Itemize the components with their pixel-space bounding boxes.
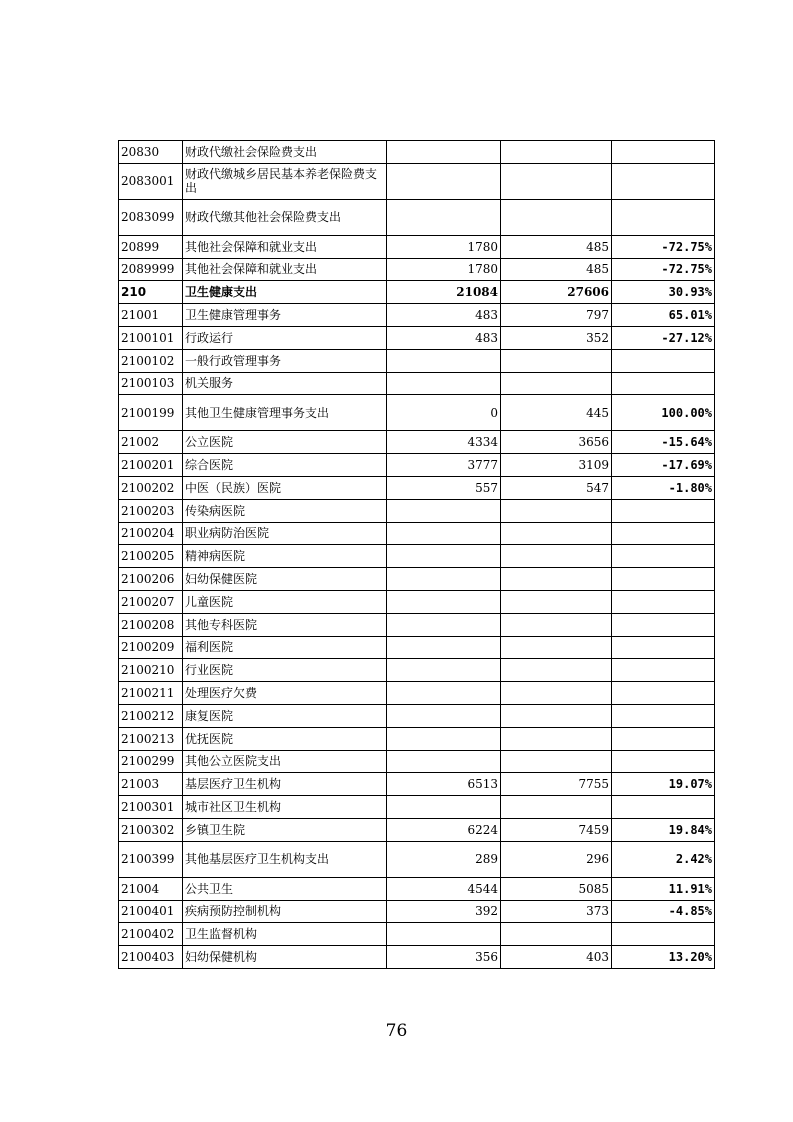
row-curr-value: 352 xyxy=(501,326,612,349)
row-code: 2100101 xyxy=(119,326,183,349)
row-name: 传染病医院 xyxy=(183,499,387,522)
table-row xyxy=(119,636,715,659)
table-row xyxy=(119,476,715,499)
row-prev-value: 289 xyxy=(387,841,501,877)
row-prev-value: 356 xyxy=(387,946,501,969)
row-code: 2100205 xyxy=(119,545,183,568)
budget-table-body xyxy=(119,141,715,969)
table-row xyxy=(119,258,715,281)
row-curr-value xyxy=(501,923,612,946)
table-row xyxy=(119,499,715,522)
row-code: 2100202 xyxy=(119,476,183,499)
row-curr-value xyxy=(501,349,612,372)
row-curr-value xyxy=(501,636,612,659)
row-name: 中医（民族）医院 xyxy=(183,476,387,499)
row-curr-value xyxy=(501,796,612,819)
table-row xyxy=(119,773,715,796)
table-row xyxy=(119,659,715,682)
row-prev-value xyxy=(387,349,501,372)
row-change-pct: -27.12% xyxy=(612,326,715,349)
row-curr-value xyxy=(501,613,612,636)
table-row xyxy=(119,727,715,750)
row-prev-value: 483 xyxy=(387,326,501,349)
row-name: 卫生健康支出 xyxy=(183,281,387,304)
row-change-pct: 2.42% xyxy=(612,841,715,877)
table-row xyxy=(119,590,715,613)
row-name: 其他专科医院 xyxy=(183,613,387,636)
row-prev-value xyxy=(387,613,501,636)
row-change-pct xyxy=(612,568,715,591)
row-change-pct: 19.84% xyxy=(612,818,715,841)
table-row xyxy=(119,431,715,454)
table-row xyxy=(119,163,715,199)
table-row xyxy=(119,946,715,969)
row-code: 2100211 xyxy=(119,682,183,705)
row-curr-value: 445 xyxy=(501,395,612,431)
row-prev-value: 557 xyxy=(387,476,501,499)
row-code: 2100203 xyxy=(119,499,183,522)
table-row xyxy=(119,349,715,372)
row-curr-value: 403 xyxy=(501,946,612,969)
row-change-pct xyxy=(612,522,715,545)
budget-table xyxy=(118,140,715,969)
row-code: 2100403 xyxy=(119,946,183,969)
row-name: 公立医院 xyxy=(183,431,387,454)
row-code: 2100212 xyxy=(119,704,183,727)
row-change-pct xyxy=(612,727,715,750)
row-code: 2100209 xyxy=(119,636,183,659)
row-name: 精神病医院 xyxy=(183,545,387,568)
row-curr-value xyxy=(501,372,612,395)
row-name: 其他公立医院支出 xyxy=(183,750,387,773)
row-code: 2100204 xyxy=(119,522,183,545)
row-change-pct xyxy=(612,659,715,682)
row-code: 2100399 xyxy=(119,841,183,877)
row-curr-value xyxy=(501,727,612,750)
row-curr-value: 373 xyxy=(501,900,612,923)
table-row xyxy=(119,235,715,258)
table-row xyxy=(119,545,715,568)
row-prev-value xyxy=(387,141,501,164)
table-row xyxy=(119,281,715,304)
row-name: 基层医疗卫生机构 xyxy=(183,773,387,796)
row-code: 2083001 xyxy=(119,163,183,199)
row-change-pct xyxy=(612,704,715,727)
row-code: 2100302 xyxy=(119,818,183,841)
row-change-pct: 13.20% xyxy=(612,946,715,969)
row-change-pct: 30.93% xyxy=(612,281,715,304)
table-row xyxy=(119,900,715,923)
row-curr-value xyxy=(501,545,612,568)
row-change-pct xyxy=(612,613,715,636)
row-curr-value: 7459 xyxy=(501,818,612,841)
table-row xyxy=(119,199,715,235)
row-name: 其他卫生健康管理事务支出 xyxy=(183,395,387,431)
row-code: 2083099 xyxy=(119,199,183,235)
row-code: 2100401 xyxy=(119,900,183,923)
row-prev-value xyxy=(387,750,501,773)
row-curr-value xyxy=(501,750,612,773)
row-curr-value xyxy=(501,141,612,164)
row-change-pct xyxy=(612,750,715,773)
row-name: 财政代缴城乡居民基本养老保险费支出 xyxy=(183,163,387,199)
row-change-pct: -15.64% xyxy=(612,431,715,454)
row-prev-value xyxy=(387,682,501,705)
row-curr-value xyxy=(501,522,612,545)
row-code: 2100201 xyxy=(119,454,183,477)
table-row xyxy=(119,796,715,819)
row-prev-value xyxy=(387,923,501,946)
row-curr-value: 3109 xyxy=(501,454,612,477)
row-name: 处理医疗欠费 xyxy=(183,682,387,705)
row-code: 2100102 xyxy=(119,349,183,372)
row-code: 2100213 xyxy=(119,727,183,750)
row-curr-value: 296 xyxy=(501,841,612,877)
row-code: 2100199 xyxy=(119,395,183,431)
row-prev-value: 1780 xyxy=(387,258,501,281)
row-change-pct xyxy=(612,199,715,235)
row-name: 妇幼保健医院 xyxy=(183,568,387,591)
row-curr-value: 547 xyxy=(501,476,612,499)
row-code: 21002 xyxy=(119,431,183,454)
row-prev-value xyxy=(387,499,501,522)
table-row xyxy=(119,304,715,327)
row-curr-value: 7755 xyxy=(501,773,612,796)
table-row xyxy=(119,326,715,349)
row-change-pct xyxy=(612,636,715,659)
row-code: 21003 xyxy=(119,773,183,796)
row-name: 城市社区卫生机构 xyxy=(183,796,387,819)
row-curr-value xyxy=(501,659,612,682)
row-name: 财政代缴社会保险费支出 xyxy=(183,141,387,164)
table-row xyxy=(119,395,715,431)
row-prev-value: 4544 xyxy=(387,877,501,900)
row-change-pct: 65.01% xyxy=(612,304,715,327)
row-prev-value xyxy=(387,568,501,591)
row-curr-value xyxy=(501,199,612,235)
row-name: 行政运行 xyxy=(183,326,387,349)
row-name: 其他社会保障和就业支出 xyxy=(183,235,387,258)
row-name: 福利医院 xyxy=(183,636,387,659)
row-name: 职业病防治医院 xyxy=(183,522,387,545)
row-change-pct xyxy=(612,372,715,395)
row-name: 公共卫生 xyxy=(183,877,387,900)
row-name: 卫生健康管理事务 xyxy=(183,304,387,327)
row-change-pct xyxy=(612,796,715,819)
row-prev-value: 483 xyxy=(387,304,501,327)
table-row xyxy=(119,704,715,727)
row-code: 2100207 xyxy=(119,590,183,613)
row-prev-value: 21084 xyxy=(387,281,501,304)
row-change-pct xyxy=(612,923,715,946)
row-name: 其他社会保障和就业支出 xyxy=(183,258,387,281)
table-row xyxy=(119,568,715,591)
row-name: 行业医院 xyxy=(183,659,387,682)
row-name: 疾病预防控制机构 xyxy=(183,900,387,923)
table-row xyxy=(119,923,715,946)
row-curr-value: 3656 xyxy=(501,431,612,454)
row-code: 2100301 xyxy=(119,796,183,819)
row-curr-value: 797 xyxy=(501,304,612,327)
table-row xyxy=(119,454,715,477)
row-prev-value: 6224 xyxy=(387,818,501,841)
row-code: 2100299 xyxy=(119,750,183,773)
row-code: 2100208 xyxy=(119,613,183,636)
table-row xyxy=(119,750,715,773)
table-row xyxy=(119,522,715,545)
row-name: 财政代缴其他社会保险费支出 xyxy=(183,199,387,235)
row-prev-value xyxy=(387,796,501,819)
row-curr-value: 485 xyxy=(501,235,612,258)
row-curr-value: 485 xyxy=(501,258,612,281)
row-name: 综合医院 xyxy=(183,454,387,477)
row-name: 其他基层医疗卫生机构支出 xyxy=(183,841,387,877)
row-prev-value xyxy=(387,636,501,659)
row-prev-value xyxy=(387,163,501,199)
row-change-pct xyxy=(612,545,715,568)
row-prev-value: 4334 xyxy=(387,431,501,454)
row-curr-value xyxy=(501,499,612,522)
row-curr-value xyxy=(501,682,612,705)
page-number: 76 xyxy=(385,1021,408,1041)
row-prev-value xyxy=(387,704,501,727)
row-prev-value: 0 xyxy=(387,395,501,431)
row-code: 20899 xyxy=(119,235,183,258)
row-code: 21004 xyxy=(119,877,183,900)
table-row xyxy=(119,877,715,900)
row-name: 康复医院 xyxy=(183,704,387,727)
row-change-pct: -72.75% xyxy=(612,258,715,281)
row-prev-value xyxy=(387,545,501,568)
table-row xyxy=(119,372,715,395)
row-code: 21001 xyxy=(119,304,183,327)
row-change-pct: -4.85% xyxy=(612,900,715,923)
row-code: 2100210 xyxy=(119,659,183,682)
row-change-pct: -72.75% xyxy=(612,235,715,258)
row-name: 一般行政管理事务 xyxy=(183,349,387,372)
row-curr-value xyxy=(501,590,612,613)
row-change-pct xyxy=(612,163,715,199)
row-name: 优抚医院 xyxy=(183,727,387,750)
row-name: 卫生监督机构 xyxy=(183,923,387,946)
row-name: 机关服务 xyxy=(183,372,387,395)
row-name: 妇幼保健机构 xyxy=(183,946,387,969)
table-row xyxy=(119,682,715,705)
row-prev-value xyxy=(387,372,501,395)
row-name: 儿童医院 xyxy=(183,590,387,613)
row-name: 乡镇卫生院 xyxy=(183,818,387,841)
row-code: 2089999 xyxy=(119,258,183,281)
row-curr-value xyxy=(501,704,612,727)
row-prev-value xyxy=(387,522,501,545)
row-change-pct: 11.91% xyxy=(612,877,715,900)
table-row xyxy=(119,818,715,841)
row-code: 20830 xyxy=(119,141,183,164)
row-change-pct: -1.80% xyxy=(612,476,715,499)
row-prev-value: 3777 xyxy=(387,454,501,477)
row-curr-value xyxy=(501,568,612,591)
row-prev-value: 6513 xyxy=(387,773,501,796)
row-prev-value xyxy=(387,659,501,682)
row-change-pct xyxy=(612,682,715,705)
row-curr-value xyxy=(501,163,612,199)
row-prev-value: 392 xyxy=(387,900,501,923)
row-change-pct xyxy=(612,349,715,372)
row-change-pct: -17.69% xyxy=(612,454,715,477)
row-curr-value: 5085 xyxy=(501,877,612,900)
row-change-pct xyxy=(612,141,715,164)
row-prev-value xyxy=(387,727,501,750)
row-code: 2100402 xyxy=(119,923,183,946)
row-change-pct: 100.00% xyxy=(612,395,715,431)
row-code: 2100103 xyxy=(119,372,183,395)
row-code: 2100206 xyxy=(119,568,183,591)
row-curr-value: 27606 xyxy=(501,281,612,304)
table-row xyxy=(119,141,715,164)
row-prev-value: 1780 xyxy=(387,235,501,258)
row-prev-value xyxy=(387,199,501,235)
table-row xyxy=(119,841,715,877)
row-change-pct xyxy=(612,590,715,613)
table-row xyxy=(119,613,715,636)
row-prev-value xyxy=(387,590,501,613)
row-change-pct: 19.07% xyxy=(612,773,715,796)
row-change-pct xyxy=(612,499,715,522)
row-code: 210 xyxy=(119,281,183,304)
